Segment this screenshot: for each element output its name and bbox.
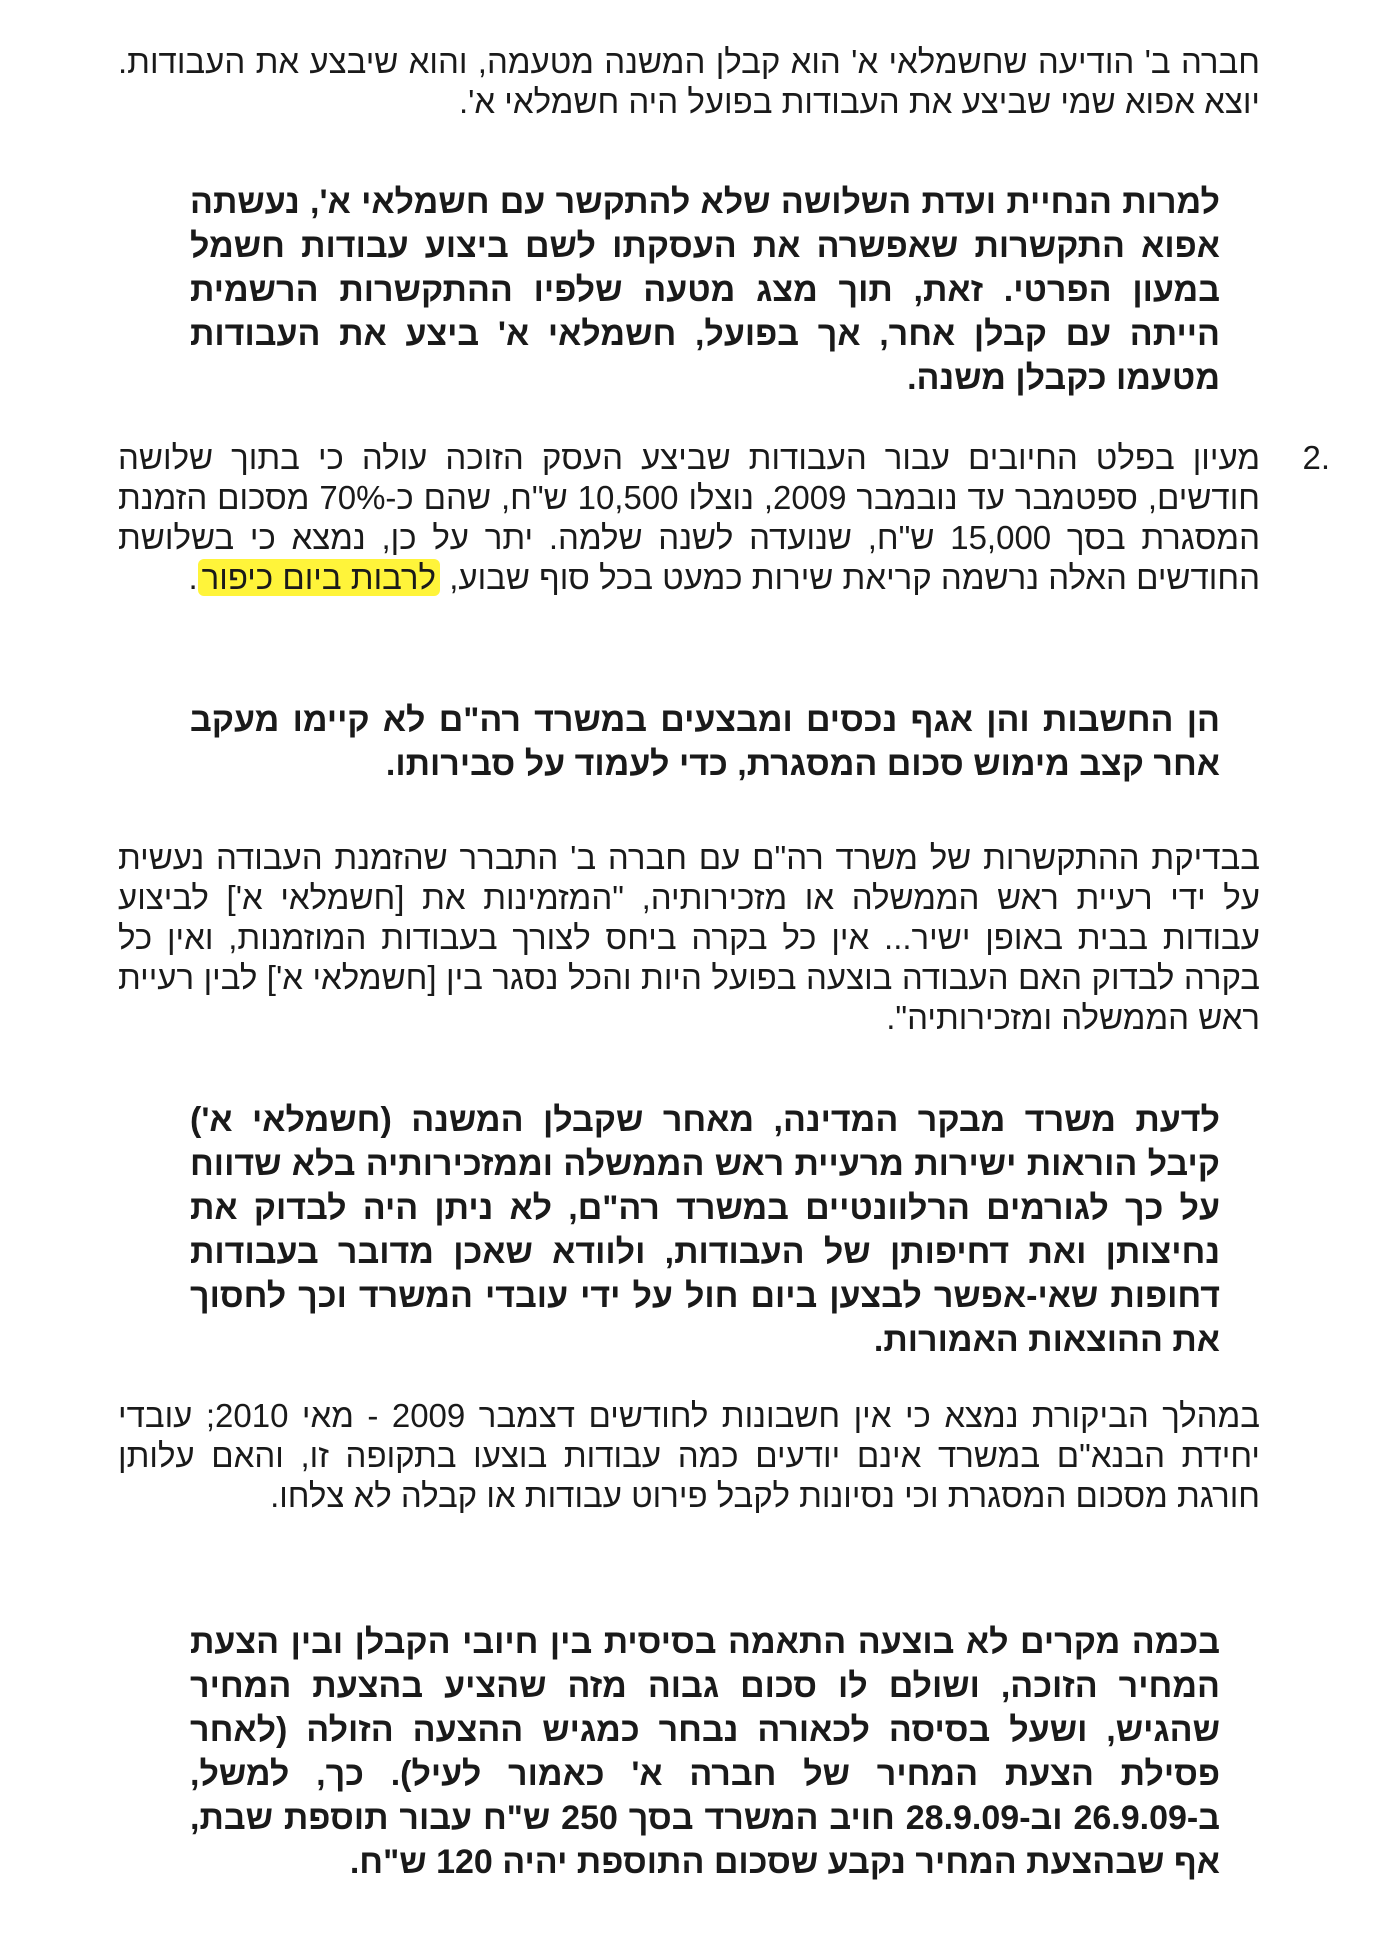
paragraph-text: הן החשבות והן אגף נכסים ומבצעים במשרד רה"ם לא קיימו מעקב אחר קצב מימוש סכום המסגרת, כדי לעמוד על סבירותו. (190, 701, 1220, 783)
paragraph-billing-review (118, 438, 1260, 598)
paragraph-text: מעיון בפלט החיובים עבור העבודות שביצע העסק הזוכה עולה כי בתוך שלושה חודשים, ספטמבר עד נובמבר 2009, נוצלו 10,500 ש"ח, שהם כ-70% מסכום הזמנת המסגרת בסך 15,000 ש"ח, שנועדה לשנה שלמה. יתר על כן, נמצא כי בשלושת החודשים האלה נרשמה קריאת שירות כמעט בכל סוף שבוע, (118, 439, 1260, 596)
paragraph-text: בבדיקת ההתקשרות של משרד רה"ם עם חברה ב' התברר שהזמנת העבודה נעשית על ידי רעיית ראש הממשלה או מזכירותיה, "המזמינות את [חשמלאי א'] לביצוע עבודות בבית באופן ישיר... אין כל בקרה ביחס לצורך בעבודות המוזמנות, ואין כל בקרה לבדוק האם העבודה בוצעה בפועל היות והכל נסגר בין [חשמלאי א'] לבין רעיית ראש הממשלה ומזכירותיה". (118, 839, 1260, 1036)
paragraph-text: לדעת משרד מבקר המדינה, מאחר שקבלן המשנה (חשמלאי א') קיבל הוראות ישירות מרעיית ראש הממשלה וממזכירותיה בלא שדווח על כך לגורמים הרלוונטיים במשרד רה"ם, לא ניתן היה לבדוק את נחיצותן ואת דחיפותן של העבודות, ולוודא שאכן מדובר בעבודות דחופות שאי-אפשר לבצען ביום חול על ידי עובדי המשרד וכך לחסוך את ההוצאות האמורות. (190, 1101, 1220, 1359)
paragraph-missing-invoices (118, 1396, 1260, 1516)
paragraph-ordering-process (118, 838, 1260, 1038)
paragraph-finding-necessity (190, 1098, 1220, 1362)
paragraph-text: חברה ב' הודיעה שחשמלאי א' הוא קבלן המשנה מטעמה, והוא שיבצע את העבודות. יוצא אפוא שמי שביצע את העבודות בפועל היה חשמלאי א'. (118, 43, 1260, 120)
paragraph-end: . (188, 559, 198, 596)
paragraph-text: למרות הנחיית ועדת השלושה שלא להתקשר עם חשמלאי א', נעשתה אפוא התקשרות שאפשרה את העסקתו לשם ביצוע עבודות חשמל במעון הפרטי. זאת, תוך מצג מטעה שלפיו ההתקשרות הרשמית הייתה עם קבלן אחר, אך בפועל, חשמלאי א' ביצע את העבודות מטעמו כקבלן משנה. (190, 183, 1220, 397)
paragraph-finding-overcharge (190, 1620, 1220, 1884)
paragraph-text: בכמה מקרים לא בוצעה התאמה בסיסית בין חיובי הקבלן ובין הצעת המחיר הזוכה, ושולם לו סכום גבוה מזה שהציע בהצעת המחיר שהגיש, ושעל בסיסה לכאורה נבחר כמגיש ההצעה הזולה (לאחר פסילת הצעת המחיר של חברה א' כאמור לעיל). כך, למשל, ב-26.9.09 וב-28.9.09 חויב המשרד בסך 250 ש"ח עבור תוספת שבת, אף שבהצעת המחיר נקבע שסכום התוספת יהיה 120 ש"ח. (190, 1623, 1220, 1881)
highlighted-text: לרבות ביום כיפור (198, 559, 440, 596)
section-number: 2. (1302, 439, 1330, 476)
paragraph-text: במהלך הביקורת נמצא כי אין חשבונות לחודשים דצמבר 2009 - מאי 2010; עובדי יחידת הבנא"ם במשרד אינם יודעים כמה עבודות בוצעו בתקופה זו, והאם עלותן חורגת מסכום המסגרת וכי נסיונות לקבל פירוט עבודות או קבלה לא צלחו. (118, 1397, 1260, 1514)
paragraph-finding-monitoring (190, 698, 1220, 786)
paragraph-finding-subcontractor (190, 180, 1220, 400)
paragraph-contractor-notice (118, 42, 1260, 122)
